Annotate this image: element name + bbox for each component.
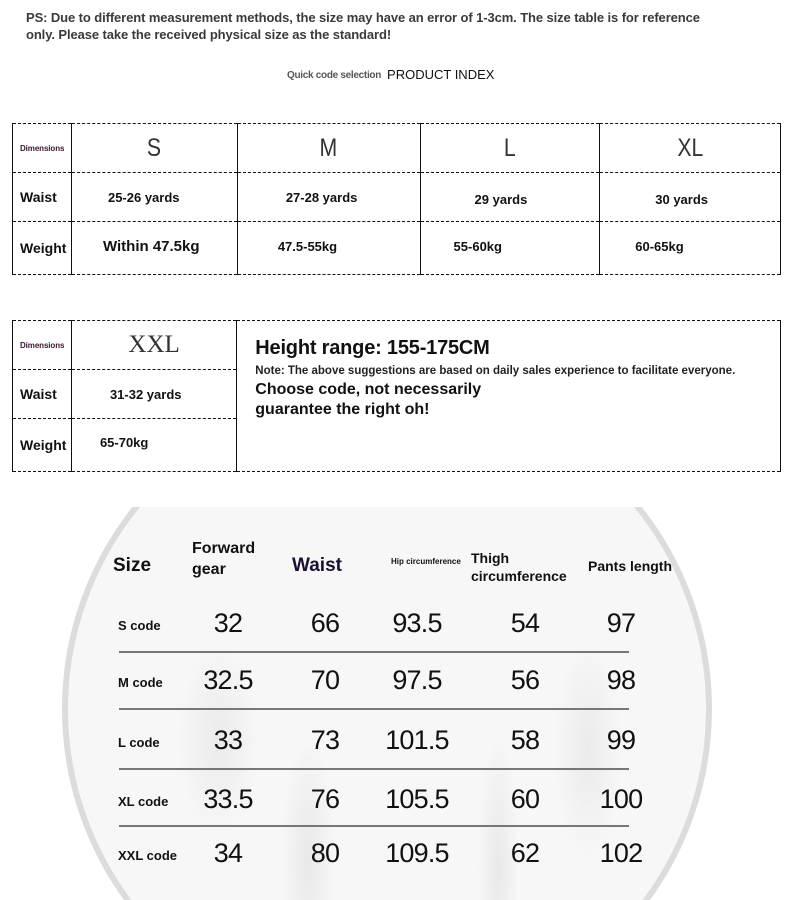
table-row-weight [13, 222, 781, 275]
thigh-value: 60 [510, 784, 540, 814]
pants-length-value: 102 [599, 838, 643, 868]
size-m-header: M [251, 124, 406, 173]
chart-row-xl [0, 784, 790, 824]
chart-row-m [0, 665, 790, 705]
header-size: Size [113, 555, 152, 576]
hip-value: 93.5 [392, 608, 442, 638]
fit-note [237, 321, 781, 472]
forward-gear-value: 34 [213, 838, 243, 868]
thigh-value: 58 [510, 725, 540, 755]
table-row-header [13, 321, 781, 370]
pants-length-value: 97 [606, 608, 636, 638]
forward-gear-value: 33.5 [203, 784, 253, 814]
waist-value: 80 [310, 838, 340, 868]
chart-row-xxl [0, 838, 790, 878]
thigh-value: 56 [510, 665, 540, 695]
row-divider [119, 708, 629, 710]
header-waist: Waist [292, 555, 342, 576]
hip-value: 97.5 [392, 665, 442, 695]
weight-xxl: 65-70kg [71, 419, 236, 472]
table-row-waist [13, 173, 781, 222]
section-subtitle [287, 64, 494, 83]
row-divider [119, 768, 629, 770]
waist-value: 73 [310, 725, 340, 755]
row-code: S code [118, 618, 161, 633]
hip-value: 101.5 [385, 725, 449, 755]
row-divider [119, 825, 629, 827]
row-label-waist: Waist [13, 173, 72, 222]
waist-l: 29 yards [420, 173, 600, 222]
pants-length-value: 100 [599, 784, 643, 814]
header-forward-gear: Forward gear [192, 540, 256, 578]
size-xxl-header: XXL [71, 321, 236, 370]
row-label-weight: Weight [13, 222, 72, 275]
waist-s: 25-26 yards [71, 173, 237, 222]
hip-value: 109.5 [385, 838, 449, 868]
header-hip: Hip circumference [391, 557, 461, 566]
header-thigh: Thigh circumference [471, 550, 567, 584]
note-small-text: Note: The above suggestions are based on daily sales experience to facilitate everyone. [255, 365, 736, 377]
waist-value: 76 [310, 784, 340, 814]
row-label-weight: Weight [13, 419, 72, 472]
waist-value: 66 [310, 608, 340, 638]
size-table-xxl [12, 320, 781, 472]
pants-length-value: 98 [606, 665, 636, 695]
height-range-heading: Height range: 155-175CM [255, 337, 490, 359]
forward-gear-value: 33 [213, 725, 243, 755]
disclaimer-text: PS: Due to different measurement methods, the size may have an error of 1-3cm. The size table is for reference only. Please take the received physical size as the standard! [26, 10, 700, 42]
weight-m: 47.5-55kg [237, 222, 420, 275]
size-l-header: L [434, 124, 587, 173]
forward-gear-value: 32 [213, 608, 243, 638]
thigh-value: 62 [510, 838, 540, 868]
weight-l: 55-60kg [420, 222, 600, 275]
forward-gear-value: 32.5 [203, 665, 253, 695]
header-pants-length: Pants length [588, 558, 673, 574]
size-xl-header: XL [613, 124, 767, 173]
size-s-header: S [84, 124, 225, 173]
chart-row-s [0, 608, 790, 648]
table-row-header [13, 124, 781, 173]
dimensions-label: Dimensions [13, 124, 72, 173]
product-index-label: PRODUCT INDEX [387, 67, 495, 82]
quick-code-label: Quick code selection [287, 70, 382, 81]
row-code: XXL code [118, 848, 178, 863]
row-code: XL code [118, 794, 169, 809]
row-divider [119, 651, 629, 653]
waist-m: 27-28 yards [237, 173, 420, 222]
note-bold-text: Choose code, not necessarily guarantee the right oh! [255, 381, 482, 418]
waist-xxl: 31-32 yards [71, 370, 236, 419]
row-label-waist: Waist [13, 370, 72, 419]
pants-length-value: 99 [606, 725, 636, 755]
size-table-s-to-xl [12, 123, 781, 275]
chart-row-l [0, 725, 790, 765]
hip-value: 105.5 [385, 784, 449, 814]
weight-xl: 60-65kg [600, 222, 781, 275]
waist-value: 70 [310, 665, 340, 695]
waist-xl: 30 yards [600, 173, 781, 222]
weight-s: Within 47.5kg [71, 222, 237, 275]
row-code: L code [118, 735, 160, 750]
thigh-value: 54 [510, 608, 540, 638]
measurement-chart [0, 507, 790, 900]
dimensions-label: Dimensions [13, 321, 72, 370]
row-code: M code [118, 675, 163, 690]
